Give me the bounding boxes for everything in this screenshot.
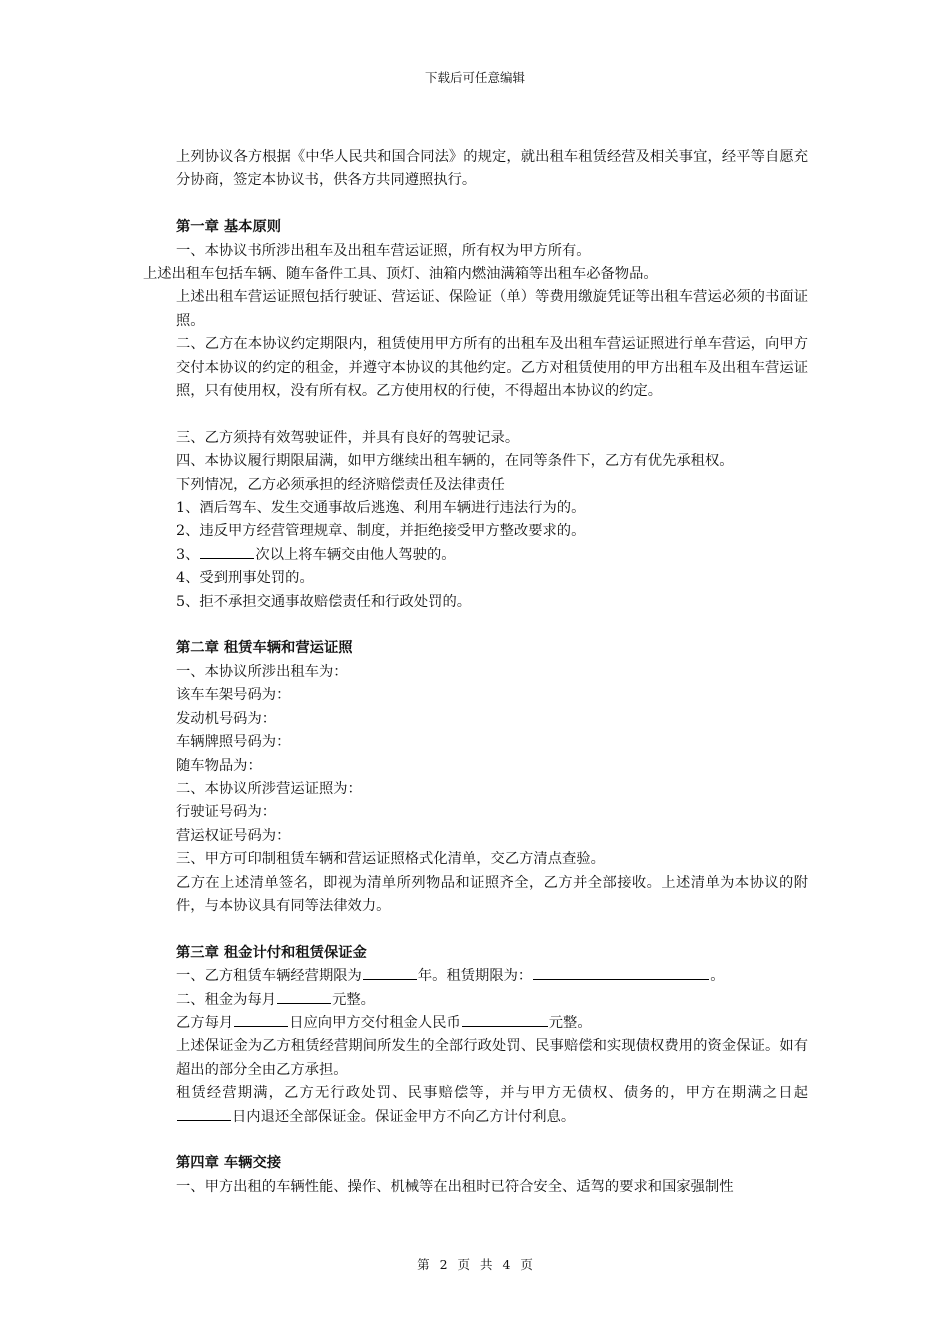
ch2-license-number: 行驶证号码为： <box>176 804 277 821</box>
blank-rent-amount[interactable] <box>462 1012 548 1027</box>
ch1-liability-item-1: 1、酒后驾车、发生交通事故后逃逸、利用车辆进行违法行为的。 <box>176 500 586 517</box>
ch1-clause-1-certificates: 上述出租车营运证照包括行驶证、营运证、保险证（单）等费用缴旋凭证等出租车营运必须的书面证照。 <box>176 289 808 329</box>
ch2-engine-number: 发动机号码为： <box>176 710 277 727</box>
ch3-term-line: 一、乙方租赁车辆经营期限为 年。租赁期限为： 。 <box>143 965 808 988</box>
ch1-liability-item-5: 5、拒不承担交通事故赔偿责任和行政处罚的。 <box>176 593 472 610</box>
ch2-line-10: 乙方在上述清单签名，即视为清单所列物品和证照齐全，乙方并全部接收。上述清单为本协议的附件，与本协议具有同等法律效力。 <box>176 874 808 914</box>
ch2-frame-number: 该车车架号码为： <box>176 687 291 704</box>
ch3-rent-line: 二、租金为每月 元整。 <box>143 989 808 1012</box>
ch1-liability-item-4: 4、受到刑事处罚的。 <box>176 570 314 587</box>
ch2-line-6: 二、本协议所涉营运证照为： <box>176 780 362 797</box>
page-header: 下载后可任意编辑 <box>424 70 525 85</box>
ch3-refund-line: 租赁经营期满，乙方无行政处罚、民事赔偿等，并与甲方无债权、债务的，甲方在期满之日起日内退还全部保证金。保证金甲方不向乙方计付利息。 <box>176 1085 808 1125</box>
ch1-clause-4: 四、本协议履行期限届满，如甲方继续出租车辆的，在同等条件下，乙方有优先承租权。 <box>176 453 734 470</box>
chapter-2-title: 第二章 租赁车辆和营运证照 <box>176 640 353 657</box>
ch1-clause-1-detail: 上述出租车包括车辆、随车备件工具、顶灯、油箱内燃油满箱等出租车必备物品。 <box>143 266 658 283</box>
ch4-line-1: 一、甲方出租的车辆性能、操作、机械等在出租时已符合安全、适驾的要求和国家强制性 <box>176 1178 734 1195</box>
blank-lease-period[interactable] <box>533 965 709 980</box>
blank-payment-day[interactable] <box>234 1012 288 1027</box>
ch2-accessories: 随车物品为： <box>176 757 262 774</box>
blank-times[interactable] <box>200 544 254 559</box>
document-body <box>143 146 808 1199</box>
blank-refund-days[interactable] <box>177 1106 231 1121</box>
ch1-clause-1: 一、本协议书所涉出租车及出租车营运证照，所有权为甲方所有。 <box>176 242 591 259</box>
page-footer: 第 2 页 共 4 页 <box>417 1257 533 1272</box>
blank-monthly-rent[interactable] <box>277 989 331 1004</box>
ch1-clause-2: 二、乙方在本协议约定期限内，租赁使用甲方所有的出租车及出租车营运证照进行单车营运，向甲方交付本协议的约定的租金，并遵守本协议的其他约定。乙方对租赁使用的甲方出租车及出租车营运证照，只有使用权，没有所有权。乙方使用权的行使，不得超出本协议的约定。 <box>176 336 808 400</box>
chapter-3-title: 第三章 租金计付和租赁保证金 <box>176 944 367 961</box>
item-3-suffix: 次以上将车辆交由他人驾驶的。 <box>255 546 456 563</box>
ch1-liability-intro: 下列情况，乙方必须承担的经济赔偿责任及法律责任 <box>176 476 505 493</box>
ch1-liability-item-3 <box>143 544 808 567</box>
chapter-4-title: 第四章 车辆交接 <box>176 1155 282 1172</box>
ch2-line-1: 一、本协议所涉出租车为： <box>176 663 348 680</box>
ch3-deposit-line: 上述保证金为乙方租赁经营期间所发生的全部行政处罚、民事赔偿和实现债权费用的资金保证。如有超出的部分全由乙方承担。 <box>176 1038 808 1078</box>
ch3-payment-line: 乙方每月 日应向甲方交付租金人民币 元整。 <box>143 1012 808 1035</box>
chapter-1-title: 第一章 基本原则 <box>176 219 282 236</box>
intro-paragraph: 上列协议各方根据《中华人民共和国合同法》的规定，就出租车租赁经营及相关事宜，经平等自愿充分协商，签定本协议书，供各方共同遵照执行。 <box>176 149 808 189</box>
ch2-line-9: 三、甲方可印制租赁车辆和营运证照格式化清单，交乙方清点查验。 <box>176 851 605 868</box>
ch2-operating-permit-number: 营运权证号码为： <box>176 827 291 844</box>
ch1-liability-item-2: 2、违反甲方经营管理规章、制度，并拒绝接受甲方整改要求的。 <box>176 523 586 540</box>
ch1-clause-3: 三、乙方须持有效驾驶证件，并具有良好的驾驶记录。 <box>176 429 520 446</box>
ch2-plate-number: 车辆牌照号码为： <box>176 734 291 751</box>
item-3-prefix: 3、 <box>176 546 200 563</box>
blank-years[interactable] <box>363 965 417 980</box>
